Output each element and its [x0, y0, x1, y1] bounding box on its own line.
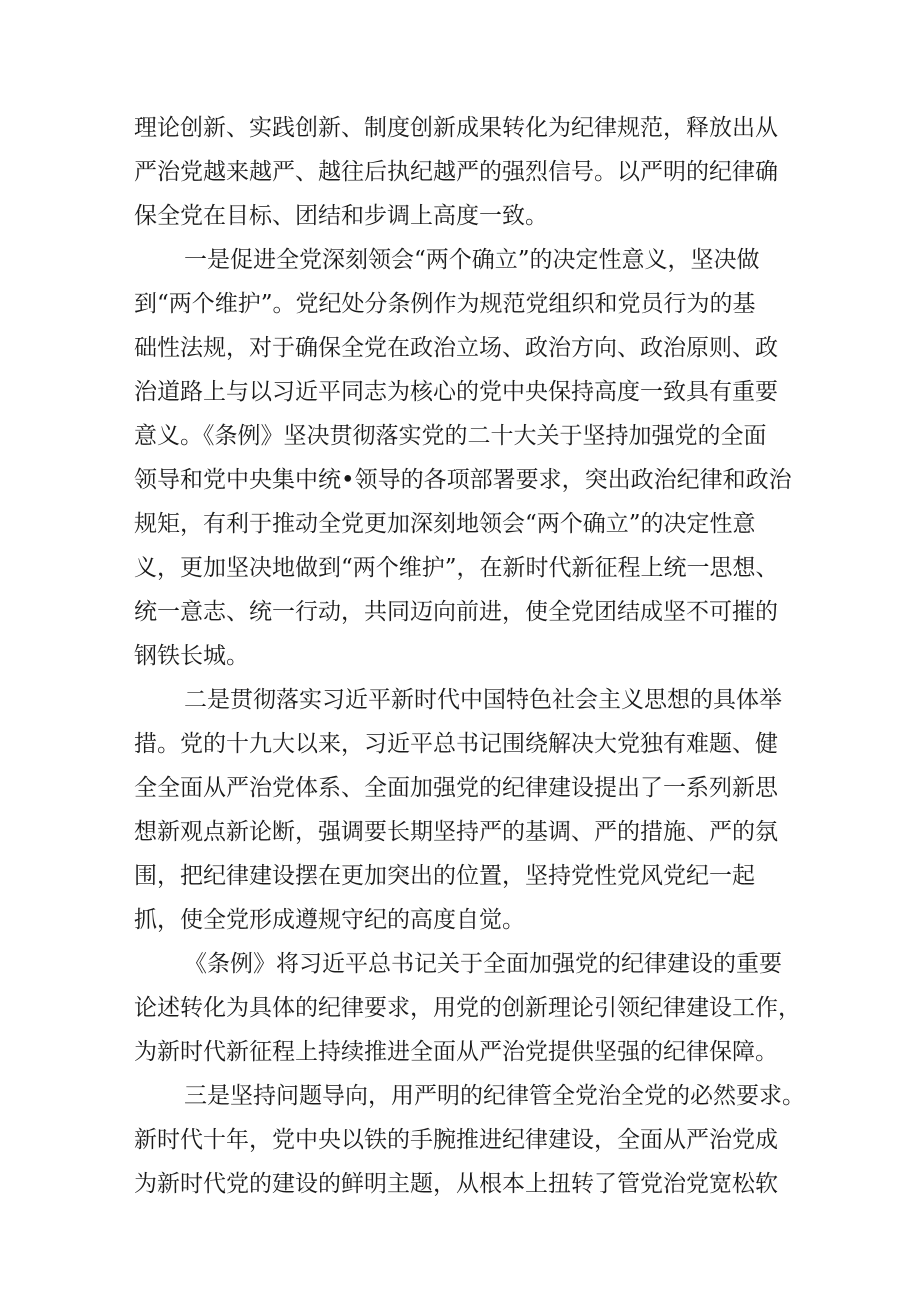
text-line: 论述转化为具体的纪律要求，用党的创新理论引领纪律建设工作，	[134, 995, 801, 1021]
text-line: 新时代十年，党中央以铁的手腕推进纪律建设，全面从严治党成	[134, 1127, 778, 1153]
text-line: 到“两个维护”。党纪处分条例作为规范党组织和党员行为的基	[134, 291, 756, 317]
text-line: 严治党越来越严、越往后执纪越严的强烈信号。以严明的纪律确	[134, 159, 778, 185]
text-line: 保全党在目标、团结和步调上高度一致。	[134, 203, 548, 229]
text-line: 领导和党中央集中统•领导的各项部署要求，突出政治纪律和政治	[134, 467, 792, 493]
paragraph-first-line: 《条例》将习近平总书记关于全面加强党的纪律建设的重要	[184, 951, 782, 977]
text-line: 钢铁长城。	[134, 643, 249, 669]
text-line: 为新时代新征程上持续推进全面从严治党提供坚强的纪律保障。	[134, 1039, 778, 1065]
text-line: 意义。《条例》坚决贯彻落实党的二十大关于坚持加强党的全面	[134, 423, 767, 449]
text-line: 为新时代党的建设的鲜明主题，从根本上扭转了管党治党宽松软	[134, 1171, 778, 1197]
text-line: 想新观点新论断，强调要长期坚持严的基调、严的措施、严的氛	[134, 819, 778, 845]
text-line: 规矩，有利于推动全党更加深刻地领会“两个确立”的决定性意	[134, 511, 756, 537]
text-line: 措。党的十九大以来，习近平总书记围绕解决大党独有难题、健	[134, 731, 778, 757]
text-line: 统一意志、统一行动，共同迈向前进，使全党团结成坚不可摧的	[134, 599, 778, 625]
paragraph-first-line: 三是坚持问题导向，用严明的纪律管全党治全党的必然要求。	[184, 1083, 805, 1109]
text-line: 理论创新、实践创新、制度创新成果转化为纪律规范，释放出从	[134, 115, 778, 141]
paragraph-first-line: 二是贯彻落实习近平新时代中国特色社会主义思想的具体举	[184, 687, 782, 713]
paragraph-first-line: 一是促进全党深刻领会“两个确立”的决定性意义，坚决做	[184, 247, 760, 273]
text-line: 义，更加坚决地做到“两个维护”，在新时代新征程上统一思想、	[134, 555, 779, 581]
text-line: 治道路上与以习近平同志为核心的党中央保持高度一致具有重要	[134, 379, 778, 405]
text-line: 础性法规，对于确保全党在政治立场、政治方向、政治原则、政	[134, 335, 778, 361]
text-line: 全全面从严治党体系、全面加强党的纪律建设提出了一系列新思	[134, 775, 778, 801]
text-line: 抓，使全党形成遵规守纪的高度自觉。	[134, 907, 525, 933]
text-line: 围，把纪律建设摆在更加突出的位置，坚持党性党风党纪一起	[134, 863, 755, 889]
